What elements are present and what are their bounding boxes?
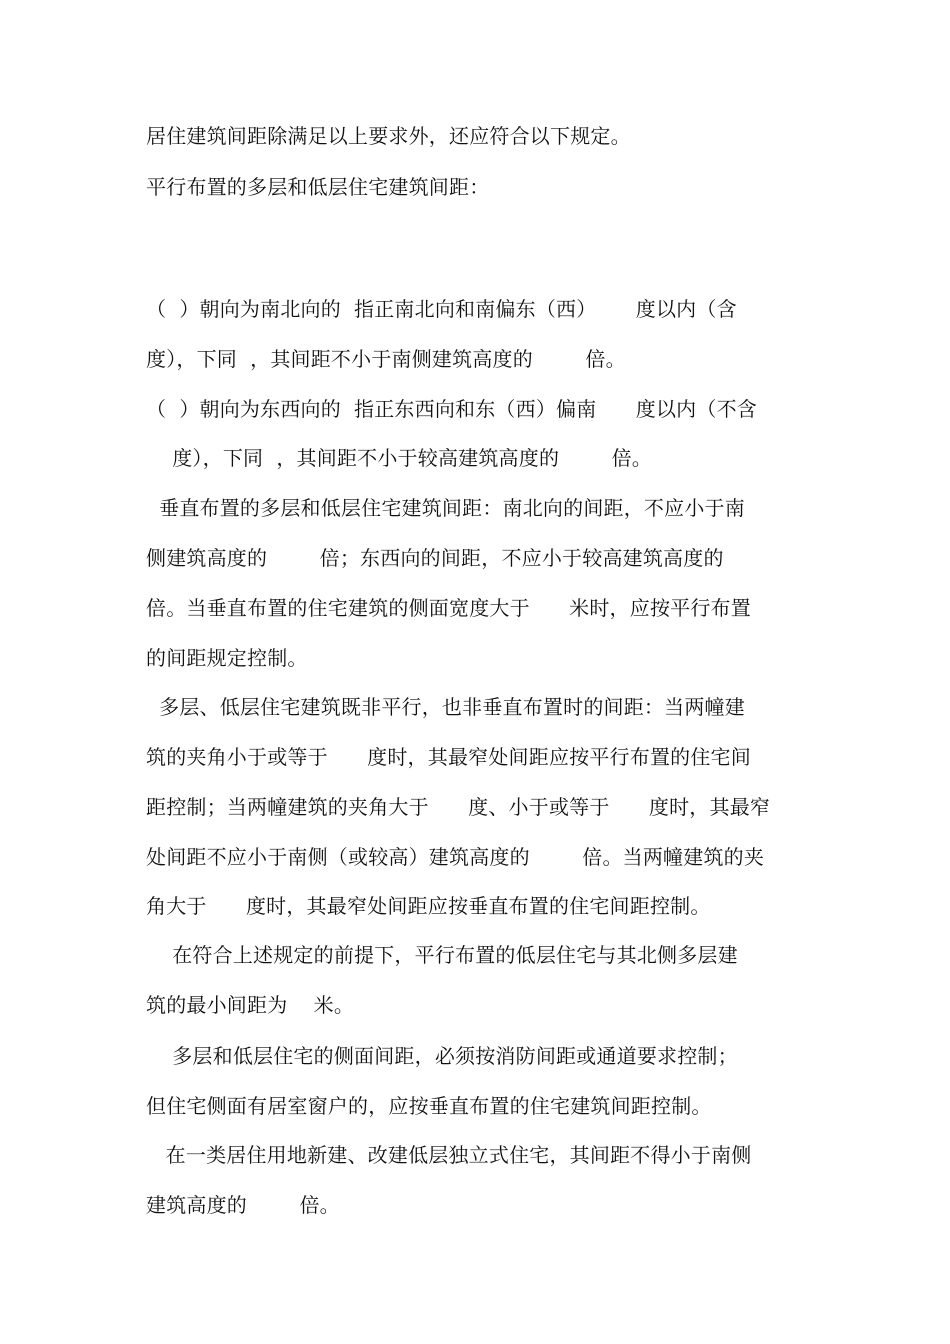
text-line: 建筑高度的 倍。 bbox=[146, 1193, 340, 1217]
text-line: 在一类居住用地新建、改建低层独立式住宅，其间距不得小于南侧 bbox=[146, 1143, 752, 1167]
text-line: 在符合上述规定的前提下，平行布置的低层住宅与其北侧多层建 bbox=[146, 943, 738, 967]
text-line: 度），下同 ，其间距不小于南侧建筑高度的 倍。 bbox=[146, 347, 626, 371]
text-line: 距控制；当两幢建筑的夹角大于 度、小于或等于 度时，其最窄 bbox=[146, 795, 771, 819]
text-line: 侧建筑高度的 倍；东西向的间距，不应小于较高建筑高度的 bbox=[146, 546, 724, 570]
text-line: 平行布置的多层和低层住宅建筑间距： bbox=[146, 175, 490, 199]
text-line: 筑的最小间距为 米。 bbox=[146, 993, 355, 1017]
text-line: 多层、低层住宅建筑既非平行，也非垂直布置时的间距：当两幢建 bbox=[146, 695, 745, 719]
text-line: 处间距不应小于南侧（或较高）建筑高度的 倍。当两幢建筑的夹 bbox=[146, 845, 765, 869]
text-line: 倍。当垂直布置的住宅建筑的侧面宽度大于 米时，应按平行布置 bbox=[146, 596, 751, 620]
text-line: （ ）朝向为南北向的 指正南北向和南偏东（西） 度以内（含 bbox=[146, 297, 737, 321]
text-line: 多层和低层住宅的侧面间距，必须按消防间距或通道要求控制； bbox=[146, 1044, 738, 1068]
text-line: 的间距规定控制。 bbox=[146, 646, 308, 670]
text-line: （ ）朝向为东西向的 指正东西向和东（西）偏南 度以内（不含 bbox=[146, 397, 757, 421]
text-line: 但住宅侧面有居室窗户的，应按垂直布置的住宅建筑间距控制。 bbox=[146, 1094, 712, 1118]
text-line: 垂直布置的多层和低层住宅建筑间距：南北向的间距，不应小于南 bbox=[146, 496, 745, 520]
text-line: 筑的夹角小于或等于 度时，其最窄处间距应按平行布置的住宅间 bbox=[146, 745, 751, 769]
text-line: 居住建筑间距除满足以上要求外，还应符合以下规定。 bbox=[146, 124, 631, 148]
text-line: 角大于 度时，其最窄处间距应按垂直布置的住宅间距控制。 bbox=[146, 894, 711, 918]
text-line: 度），下同 ，其间距不小于较高建筑高度的 倍。 bbox=[146, 446, 653, 470]
